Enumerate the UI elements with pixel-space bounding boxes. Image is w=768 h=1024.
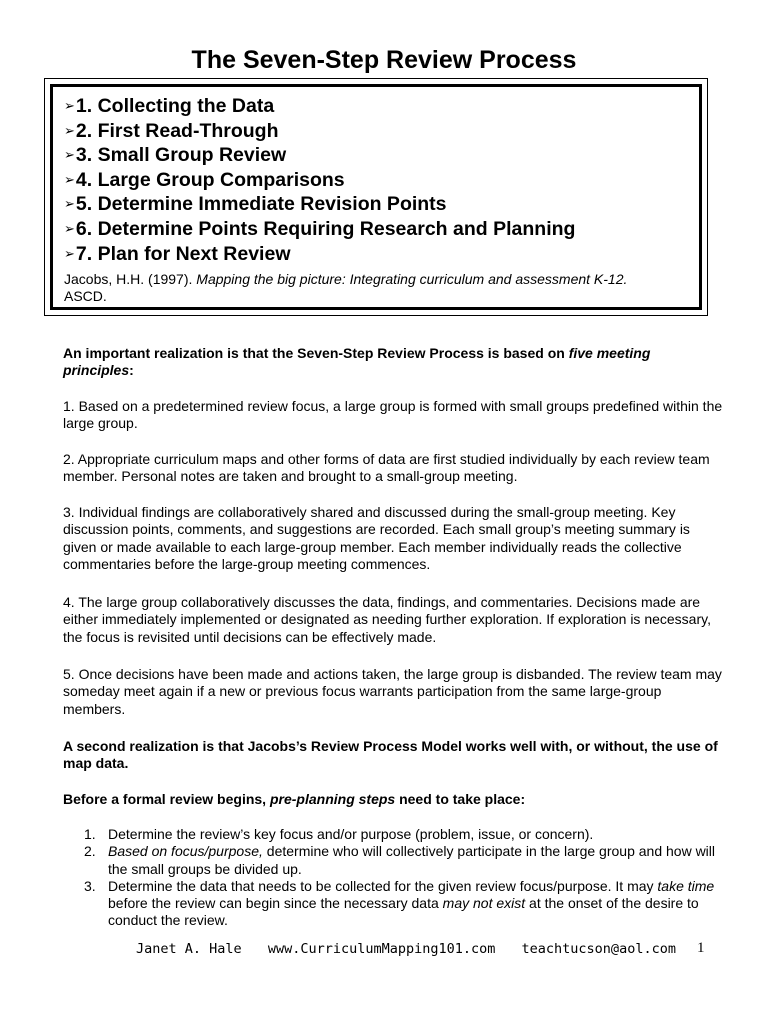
step-item: ➢3. Small Group Review	[64, 144, 287, 167]
list-item: 1. Determine the review’s key focus and/or purpose (problem, issue, or concern).	[84, 826, 594, 842]
footer	[136, 941, 716, 957]
principle-paragraph: 3. Individual findings are collaboratively shared and discussed during the small-group meeting. Key discussion points, comments, and suggestions are recorded. Each small group’s meeting summary is given or made available to each large-group member. Each member individually reads the collective commentaries before the large-group meeting commences.	[63, 504, 690, 572]
step-item: ➢7. Plan for Next Review	[64, 242, 291, 265]
steps-box	[44, 78, 708, 316]
step-item: ➢5. Determine Immediate Revision Points	[64, 193, 447, 216]
footer-email: teachtucson@aol.com	[521, 941, 676, 957]
list-item: 3. Determine the data that needs to be collected for the given review focus/purpose. It may take time before the review can begin since the necessary data may not exist at the onset of the desire to conduct the review.	[84, 877, 715, 929]
preplanning-list	[84, 826, 724, 930]
principle-paragraph: 1. Based on a predetermined review focus, a large group is formed with small groups predefined within the large group.	[63, 398, 723, 432]
principle-paragraph: 2. Appropriate curriculum maps and other forms of data are first studied individually by each review team member. Personal notes are taken and brought to a small-group meeting.	[63, 451, 710, 485]
step-item: ➢1. Collecting the Data	[64, 95, 275, 117]
arrow-bullet-icon: ➢	[64, 98, 75, 113]
page-title: The Seven-Step Review Process	[191, 46, 577, 74]
arrow-bullet-icon: ➢	[64, 171, 75, 187]
arrow-bullet-icon: ➢	[64, 147, 75, 163]
arrow-bullet-icon: ➢	[64, 220, 75, 236]
step-item: ➢2. First Read-Through	[64, 119, 279, 142]
principle-paragraph: 5. Once decisions have been made and actions taken, the large group is disbanded. The review team may someday meet again if a new or previous focus warrants participation from the same large-group members.	[63, 666, 722, 717]
preplanning-heading: Before a formal review begins, pre-planning steps need to take place:	[63, 791, 526, 807]
footer-author: Janet A. Hale	[136, 941, 242, 957]
footer-website: www.CurriculumMapping101.com	[267, 941, 496, 957]
arrow-bullet-icon: ➢	[64, 245, 75, 261]
steps-list	[64, 94, 575, 266]
realization-heading-1: An important realization is that the Seven-Step Review Process is based on five meeting principles:	[63, 345, 651, 379]
principle-paragraph: 4. The large group collaboratively discusses the data, findings, and commentaries. Decisions made are either immediately implemented or designated as needing further exploration. If exploration is necessary, the focus is revisited until decisions can be effectively made.	[63, 594, 711, 645]
realization-heading-2: A second realization is that Jacobs’s Review Process Model works well with, or without, the use of map data.	[63, 738, 718, 772]
page-number: 1	[697, 940, 705, 956]
step-item: ➢6. Determine Points Requiring Research and Planning	[64, 217, 576, 240]
steps-box-inner-border	[50, 84, 702, 310]
arrow-bullet-icon: ➢	[64, 122, 75, 138]
citation: Jacobs, H.H. (1997). Mapping the big picture: Integrating curriculum and assessment K-12. ASCD.	[64, 271, 628, 304]
arrow-bullet-icon: ➢	[64, 196, 75, 212]
list-item: 2. Based on focus/purpose, determine who will collectively participate in the large group and how will the small groups be divided up.	[84, 843, 716, 877]
step-item: ➢4. Large Group Comparisons	[64, 168, 345, 191]
